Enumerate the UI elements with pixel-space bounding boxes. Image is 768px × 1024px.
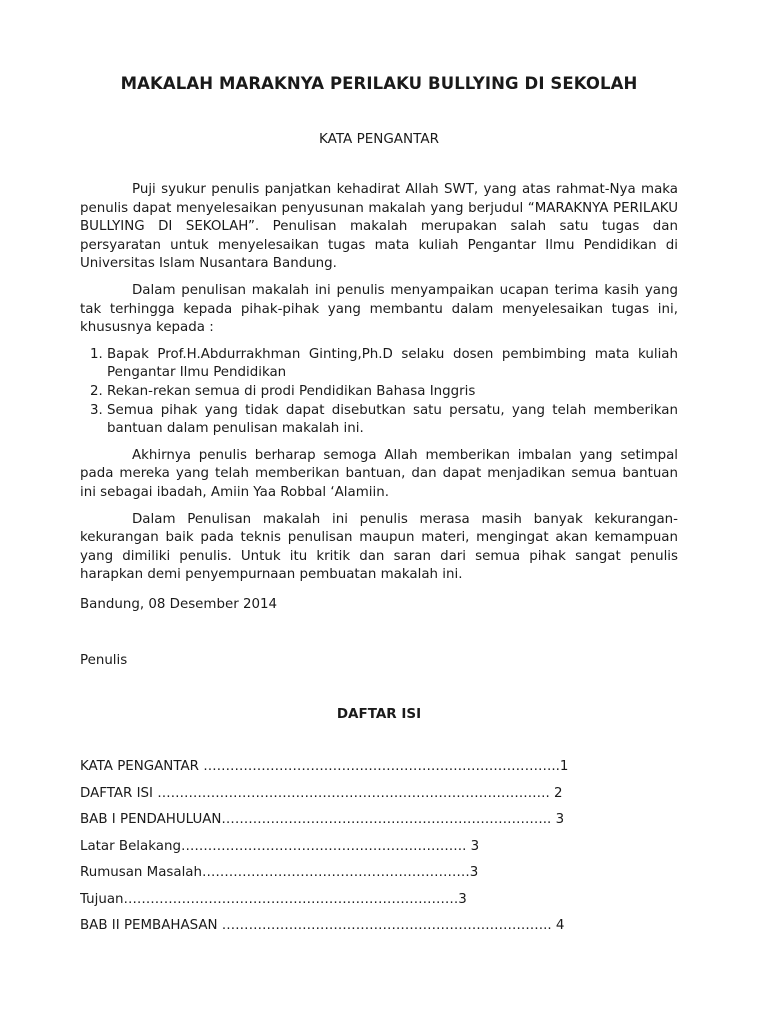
preface-body [80, 181, 678, 593]
toc-entry: Rumusan Masalah……………………………………………………3 [80, 865, 479, 880]
document-title: MAKALAH MARAKNYA PERILAKU BULLYING DI SEKOLAH [120, 74, 638, 93]
toc-entry: KATA PENGANTAR ……………………………………………………………………..1 [80, 759, 569, 774]
preface-paragraph-4: Dalam Penulisan makalah ini penulis merasa masih banyak kekurangan-kekurangan baik pada teknis penulisan maupun materi, mengingat akan kemampuan yang dimiliki penulis. Untuk itu kritik dan saran dari semua pihak sangat penulis harapkan demi penyempurnaan pembuatan makalah ini. [80, 511, 678, 583]
toc-entry: Latar Belakang………………………………………………………. 3 [80, 838, 480, 854]
thanks-list-item: 2. Rekan-rekan semua di prodi Pendidikan Bahasa Inggris [107, 383, 678, 402]
preface-paragraph-3: Akhirnya penulis berharap semoga Allah memberikan imbalan yang setimpal pada mereka yang telah memberikan bantuan, dan dapat menjadikan semua bantuan ini sebagai ibadah, Amiin Yaa Robbal ‘Alamiin. [80, 447, 678, 500]
toc-entry: Tujuan…………………………………………………………………3 [80, 891, 467, 907]
preface-paragraph-1: Puji syukur penulis panjatkan kehadirat Allah SWT, yang atas rahmat-Nya maka penulis dapat menyelesaikan penyusunan makalah yang berjudul “MARAKNYA PERILAKU BULLYING DI SEKOLAH”. Penulisan makalah merupakan salah satu tugas dan persyaratan untuk menyelesaikan tugas mata kuliah Pengantar Ilmu Pendidikan di Universitas Islam Nusantara Bandung. [80, 182, 678, 272]
toc-entry: BAB II PEMBAHASAN ……………………………………………………………….. 4 [80, 918, 565, 933]
thanks-list [80, 346, 678, 439]
toc-entry: DAFTAR ISI ……………………………………………………………………………. 2 [80, 785, 563, 801]
table-of-contents [80, 759, 678, 945]
signer: Penulis [80, 653, 128, 668]
thanks-list-item: 1. Bapak Prof.H.Abdurrakhman Ginting,Ph.D selaku dosen pembimbing mata kuliah Pengantar Ilmu Pendidikan [107, 346, 678, 383]
thanks-list-item: 3. Semua pihak yang tidak dapat disebutkan satu persatu, yang telah memberikan bantuan dalam penulisan makalah ini. [107, 402, 678, 439]
preface-paragraph-2: Dalam penulisan makalah ini penulis menyampaikan ucapan terima kasih yang tak terhingga kepada pihak-pihak yang membantu dalam menyelesaikan tugas ini, khususnya kepada : [80, 282, 678, 336]
place-date: Bandung, 08 Desember 2014 [80, 597, 278, 612]
toc-heading: DAFTAR ISI [336, 706, 422, 722]
preface-heading: KATA PENGANTAR [319, 131, 439, 147]
toc-entry: BAB I PENDAHULUAN……………………………………………………………….. 3 [80, 812, 565, 827]
